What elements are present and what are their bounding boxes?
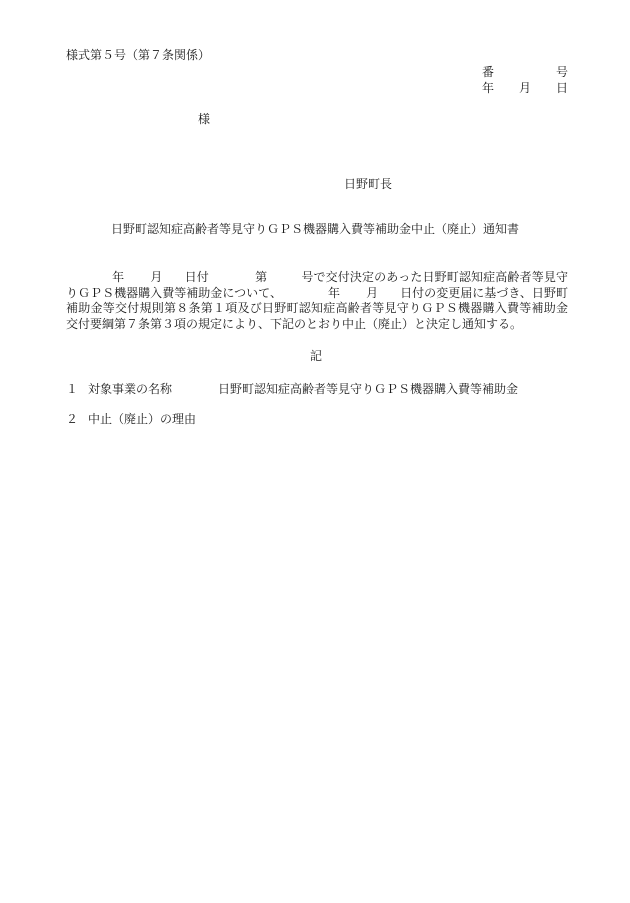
item-value: 日野町認知症高齢者等見守りＧＰＳ機器購入費等補助金	[218, 382, 519, 396]
document-title: 日野町認知症高齢者等見守りＧＰＳ機器購入費等補助金中止（廃止）通知書	[111, 222, 520, 236]
addressee: 様	[198, 112, 211, 126]
reference-number-label: 番	[482, 65, 495, 79]
body-year: 年	[112, 270, 125, 284]
item-label: 中止（廃止）の理由	[88, 412, 197, 426]
body-day-ref: 日付	[184, 270, 209, 284]
sender: 日野町長	[344, 177, 393, 191]
reference-number-suffix: 号	[555, 65, 568, 79]
body-segment2: 日付の変更届に基づき、日野町補助金等交付規則第８条第１項及び日野町認知症高齢者等見守りＧＰＳ機器購入費等補助金交付要綱第７条第３項の規定により、下記のとおり中止（廃止）と決定し通知する。	[66, 285, 568, 331]
body-paragraph	[66, 270, 568, 332]
reference-number	[482, 66, 568, 78]
item-label: 対象事業の名称	[88, 382, 173, 396]
list-item	[66, 413, 196, 425]
date-day: 日	[555, 81, 568, 95]
reference-date	[482, 82, 568, 94]
date-year: 年	[482, 81, 495, 95]
body-year2: 年	[327, 285, 341, 300]
body-segment1: 号で交付決定のあった日野町認知症高齢者等見守りＧＰＳ機器購入費等補助金について、	[66, 270, 568, 300]
body-number-prefix: 第	[254, 270, 268, 284]
body-month: 月	[150, 270, 163, 284]
form-label: 様式第５号（第７条関係）	[66, 48, 211, 62]
date-month: 月	[518, 81, 531, 95]
ki-heading: 記	[310, 349, 323, 363]
body-month2: 月	[366, 285, 379, 300]
item-number: １	[66, 382, 79, 396]
item-number: ２	[66, 412, 79, 426]
list-item	[66, 383, 518, 395]
